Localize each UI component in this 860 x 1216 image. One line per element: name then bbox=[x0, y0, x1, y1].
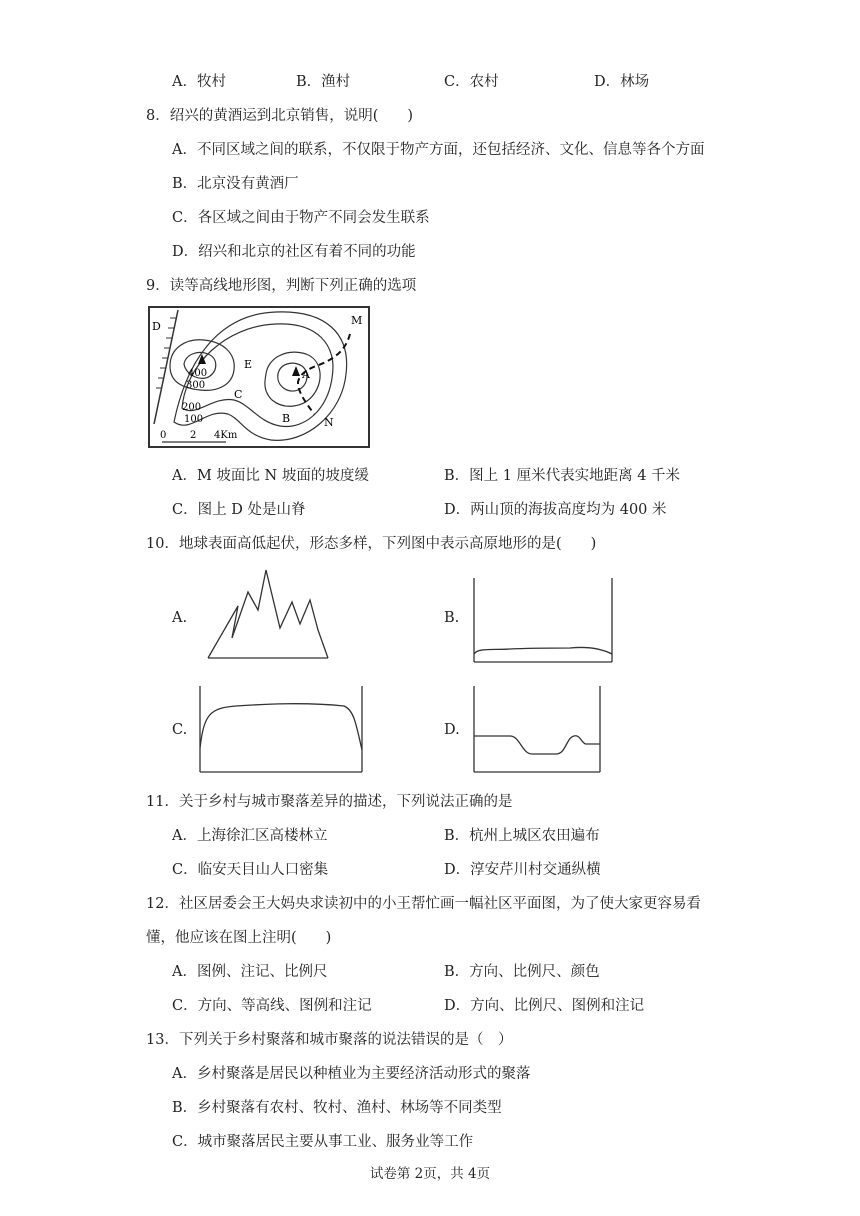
map-label-n: N bbox=[324, 416, 334, 429]
q9-option-c: C．图上 D 处是山脊 bbox=[172, 502, 306, 518]
q11-option-a: A．上海徐汇区高楼林立 bbox=[172, 828, 328, 844]
scale-tick-2: 2 bbox=[190, 430, 197, 441]
q9-stem: 9．读等高线地形图，判断下列正确的选项 bbox=[146, 278, 417, 294]
map-label-e: E bbox=[244, 358, 253, 371]
q13-stem: 13．下列关于乡村聚落和城市聚落的说法错误的是（ ） bbox=[146, 1032, 513, 1048]
contour-label-200: 200 bbox=[182, 402, 202, 413]
q8-option-d: D．绍兴和北京的社区有着不同的功能 bbox=[172, 244, 416, 260]
q10-label-b: B. bbox=[444, 610, 460, 626]
q13-option-c: C．城市聚落居民主要从事工业、服务业等工作 bbox=[172, 1134, 474, 1150]
q12-option-c: C．方向、等高线、图例和注记 bbox=[172, 998, 372, 1014]
q10-label-d: D. bbox=[444, 722, 460, 738]
q12-stem-line1: 12．社区居委会王大妈央求读初中的小王帮忙画一幅社区平面图，为了使大家更容易看 bbox=[146, 896, 701, 912]
q8-stem: 8．绍兴的黄酒运到北京销售，说明( ) bbox=[146, 108, 414, 124]
contour-label-300: 300 bbox=[186, 380, 206, 391]
scale-tick-0: 0 bbox=[160, 430, 167, 441]
q8-option-a: A．不同区域之间的联系，不仅限于物产方面，还包括经济、文化、信息等各个方面 bbox=[172, 142, 705, 158]
q7-option-b: B．渔村 bbox=[296, 74, 351, 90]
profile-plain bbox=[470, 574, 618, 666]
q13-option-a: A．乡村聚落是居民以种植业为主要经济活动形式的聚落 bbox=[172, 1066, 531, 1082]
q11-option-c: C．临安天目山人口密集 bbox=[172, 862, 329, 878]
profile-plateau bbox=[196, 684, 366, 776]
profile-mountain bbox=[200, 566, 340, 662]
map-label-d: D bbox=[152, 320, 161, 333]
q10-stem: 10．地球表面高低起伏，形态多样，下列图中表示高原地形的是( ) bbox=[146, 536, 597, 552]
q8-option-b: B．北京没有黄酒厂 bbox=[172, 176, 299, 192]
scale-tick-4km: 4Km bbox=[214, 430, 238, 441]
page-footer: 试卷第 2页，共 4页 bbox=[369, 1166, 491, 1182]
q12-stem-line2: 懂，他应该在图上注明( ) bbox=[146, 930, 332, 946]
q8-option-c: C．各区域之间由于物产不同会发生联系 bbox=[172, 210, 430, 226]
q9-option-d: D．两山顶的海拔高度均为 400 米 bbox=[444, 502, 667, 518]
q12-option-a: A．图例、注记、比例尺 bbox=[172, 964, 328, 980]
profile-basin bbox=[470, 684, 604, 776]
map-label-a: A bbox=[302, 368, 310, 381]
q10-label-a: A. bbox=[172, 610, 188, 626]
q9-option-b: B．图上 1 厘米代表实地距离 4 千米 bbox=[444, 468, 681, 484]
q12-option-b: B．方向、比例尺、颜色 bbox=[444, 964, 600, 980]
q11-stem: 11．关于乡村与城市聚落差异的描述，下列说法正确的是 bbox=[146, 794, 513, 810]
contour-label-400: 400 bbox=[188, 368, 208, 379]
map-label-b: B bbox=[282, 412, 291, 425]
q12-option-d: D．方向、比例尺、图例和注记 bbox=[444, 998, 645, 1014]
q7-option-c: C．农村 bbox=[444, 74, 499, 90]
map-label-m: M bbox=[351, 314, 363, 327]
q11-option-b: B．杭州上城区农田遍布 bbox=[444, 828, 600, 844]
q13-option-b: B．乡村聚落有农村、牧村、渔村、林场等不同类型 bbox=[172, 1100, 502, 1116]
q7-option-a: A．牧村 bbox=[172, 74, 226, 90]
q9-option-a: A．M 坡面比 N 坡面的坡度缓 bbox=[172, 468, 369, 484]
contour-map bbox=[146, 304, 372, 450]
contour-label-100: 100 bbox=[184, 414, 204, 425]
map-label-c: C bbox=[234, 388, 243, 401]
q7-option-d: D．林场 bbox=[594, 74, 650, 90]
q11-option-d: D．淳安芹川村交通纵横 bbox=[444, 862, 601, 878]
q10-label-c: C. bbox=[172, 722, 188, 738]
